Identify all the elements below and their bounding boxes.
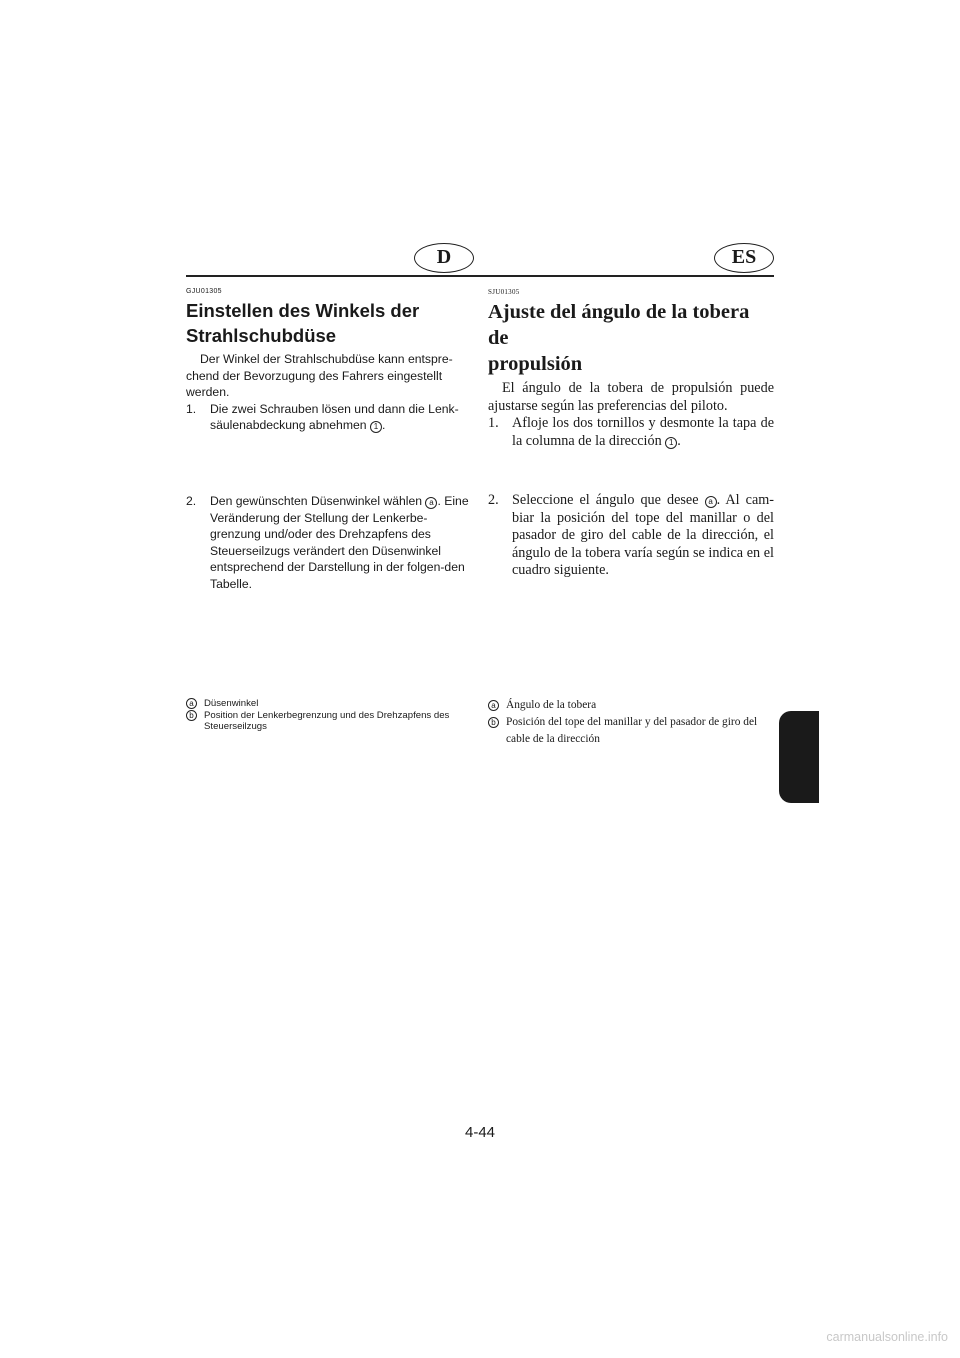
step-text-part: . Eine Veränderung der Stellung der Lenkerbe-grenzung und/oder des Drehzapfens des Steuerseilzugs verändert den Düsenwinkel entsprechend der Darstellung in der folgen-den Tabelle. [210, 494, 469, 591]
step-text-part: . Al cam-biar la posición del tope del manillar o del pasador de giro del cable de la dirección, el ángulo de la tobera varía según se indica en el cuadro siguiente. [512, 492, 774, 578]
step-1-de [186, 401, 474, 434]
step-2-de [186, 493, 474, 592]
intro-paragraph-de: Der Winkel der Strahlschubdüse kann entspre-chend der Bevorzugung des Fahrers eingestellt werden. [186, 352, 453, 399]
body-es [488, 380, 774, 450]
step-text-part: Die zwei Schrauben lösen und dann die Lenk-säulenabdeckung abnehmen [210, 401, 459, 432]
step-text-part: Afloje los dos tornillos y desmonte la tapa de la columna de la dirección [512, 415, 774, 449]
language-badge-d: D [414, 243, 474, 273]
step-number: 2. [488, 492, 499, 508]
footnote-label: Düsenwinkel [204, 698, 259, 709]
title-line: Ajuste del ángulo de la tobera de [488, 301, 750, 349]
title-line: Einstellen des Winkels der [186, 300, 420, 321]
step-text [512, 415, 774, 450]
step-text-end: . [677, 432, 681, 449]
callout-1-icon: 1 [665, 437, 677, 449]
footnote-label: Ángulo de la tobera [506, 699, 597, 711]
callout-1-icon: 1 [370, 421, 382, 433]
section-title-de [186, 298, 474, 348]
title-line: Strahlschubdüse [186, 325, 337, 346]
step-text [512, 492, 774, 580]
footnotes-de [186, 698, 474, 733]
callout-a-icon: a [186, 698, 197, 709]
footnote-label: Posición del tope del manillar y del pasador de giro del cable de la dirección [506, 716, 758, 745]
footnote-label: Position der Lenkerbegrenzung und des Drehzapfens des Steuerseilzugs [204, 709, 450, 732]
step-number: 2. [186, 494, 197, 508]
footnote-b-es [488, 714, 774, 748]
title-line: propulsión [488, 353, 583, 375]
body-de [186, 351, 474, 434]
chapter-tab-marker [779, 711, 819, 803]
callout-a-icon: a [425, 497, 437, 509]
footnote-b-de [186, 710, 474, 733]
section-code-de: GJU01305 [186, 288, 222, 295]
intro-paragraph-es: El ángulo de la tobera de propulsión puede ajustarse según las preferencias del piloto. [488, 380, 774, 414]
footnote-a-es [488, 697, 774, 714]
callout-b-icon: b [186, 710, 197, 721]
step-1-es [488, 415, 774, 450]
step-text-part: Den gewünschten Düsenwinkel wählen [210, 494, 423, 508]
page-number: 4-44 [464, 1124, 496, 1141]
step-number: 1. [488, 415, 499, 431]
footnotes-es [488, 697, 774, 748]
callout-b-icon: b [488, 717, 499, 728]
step-number: 1. [186, 401, 197, 416]
watermark-text: carmanualsonline.info [826, 1330, 948, 1344]
step-text [210, 401, 474, 434]
step-text-part: Seleccione el ángulo que desee [512, 492, 699, 508]
step-text-end: . [381, 418, 386, 432]
section-code-es: SJU01305 [488, 288, 520, 296]
german-column [186, 288, 474, 434]
header-rule [186, 275, 774, 277]
section-title-es [488, 299, 774, 377]
spanish-column [488, 288, 774, 450]
step-2-es [488, 492, 774, 580]
language-badge-es: ES [714, 243, 774, 273]
callout-a-icon: a [705, 496, 717, 508]
step-text [210, 493, 474, 592]
callout-a-icon: a [488, 700, 499, 711]
footnote-a-de [186, 698, 474, 710]
